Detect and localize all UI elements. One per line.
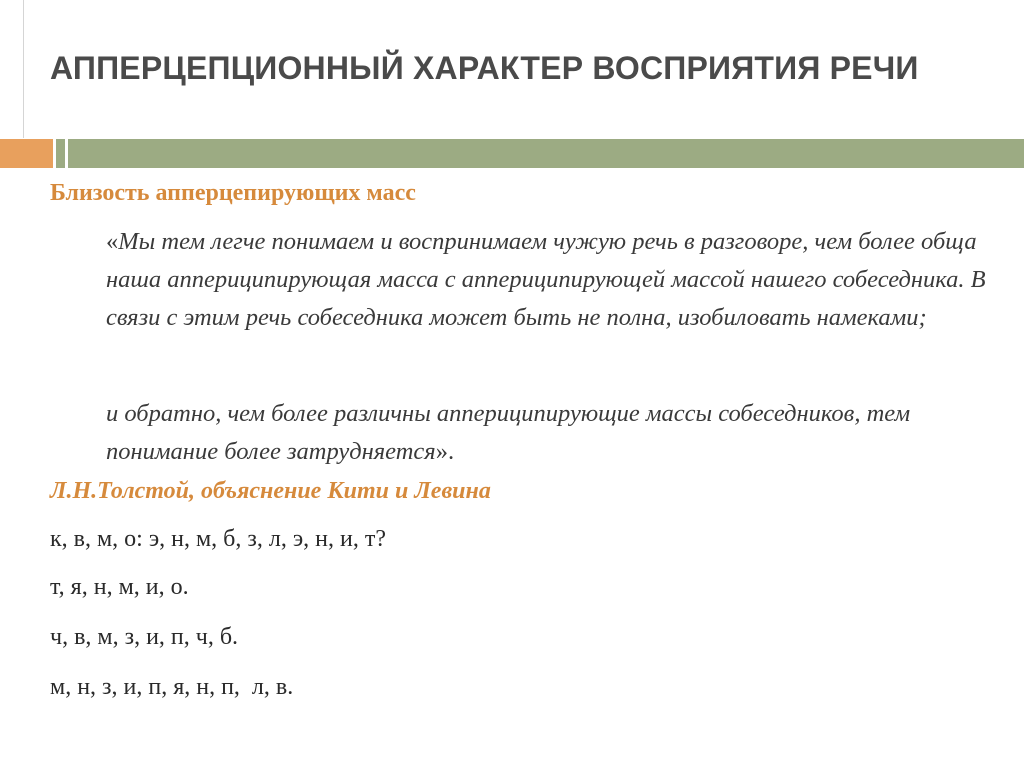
letter-line: т, я, н, м, и, о. (50, 574, 189, 600)
letter-line: ч, в, м, з, и, п, ч, б. (50, 624, 239, 650)
quote-paragraph-2-text: и обратно, чем более различны аппериципирующие массы собеседников, тем понимание более затрудняется (106, 400, 911, 465)
slide-title: АППЕРЦЕПЦИОННЫЙ ХАРАКТЕР ВОСПРИЯТИЯ РЕЧИ (50, 50, 919, 86)
accent-bar-orange (0, 139, 53, 168)
letter-line: м, н, з, и, п, я, н, п, л, в. (50, 674, 294, 700)
accent-bar-green-square (56, 139, 65, 168)
quote-paragraph-1 (106, 223, 1006, 337)
quote-close-mark: ». (435, 438, 455, 465)
quote-attribution: Л.Н.Толстой, объяснение Кити и Левина (50, 478, 491, 504)
quote-paragraph-2 (106, 395, 1006, 471)
accent-bar-green (68, 139, 1024, 168)
quote-paragraph-1-text: Мы тем легче понимаем и воспринимаем чужую речь в разговоре, чем более обща наша аппериципирующая масса с аппериципирующей массой нашего собеседника. В связи с этим речь собеседника может быть не полна, изобиловать намеками; (106, 228, 986, 331)
letter-line: к, в, м, о: э, н, м, б, з, л, э, н, и, т? (50, 526, 386, 552)
quote-open-mark: « (106, 228, 119, 255)
section-subheading: Близость апперцепирующих масс (50, 180, 416, 206)
left-divider-line (23, 0, 24, 138)
